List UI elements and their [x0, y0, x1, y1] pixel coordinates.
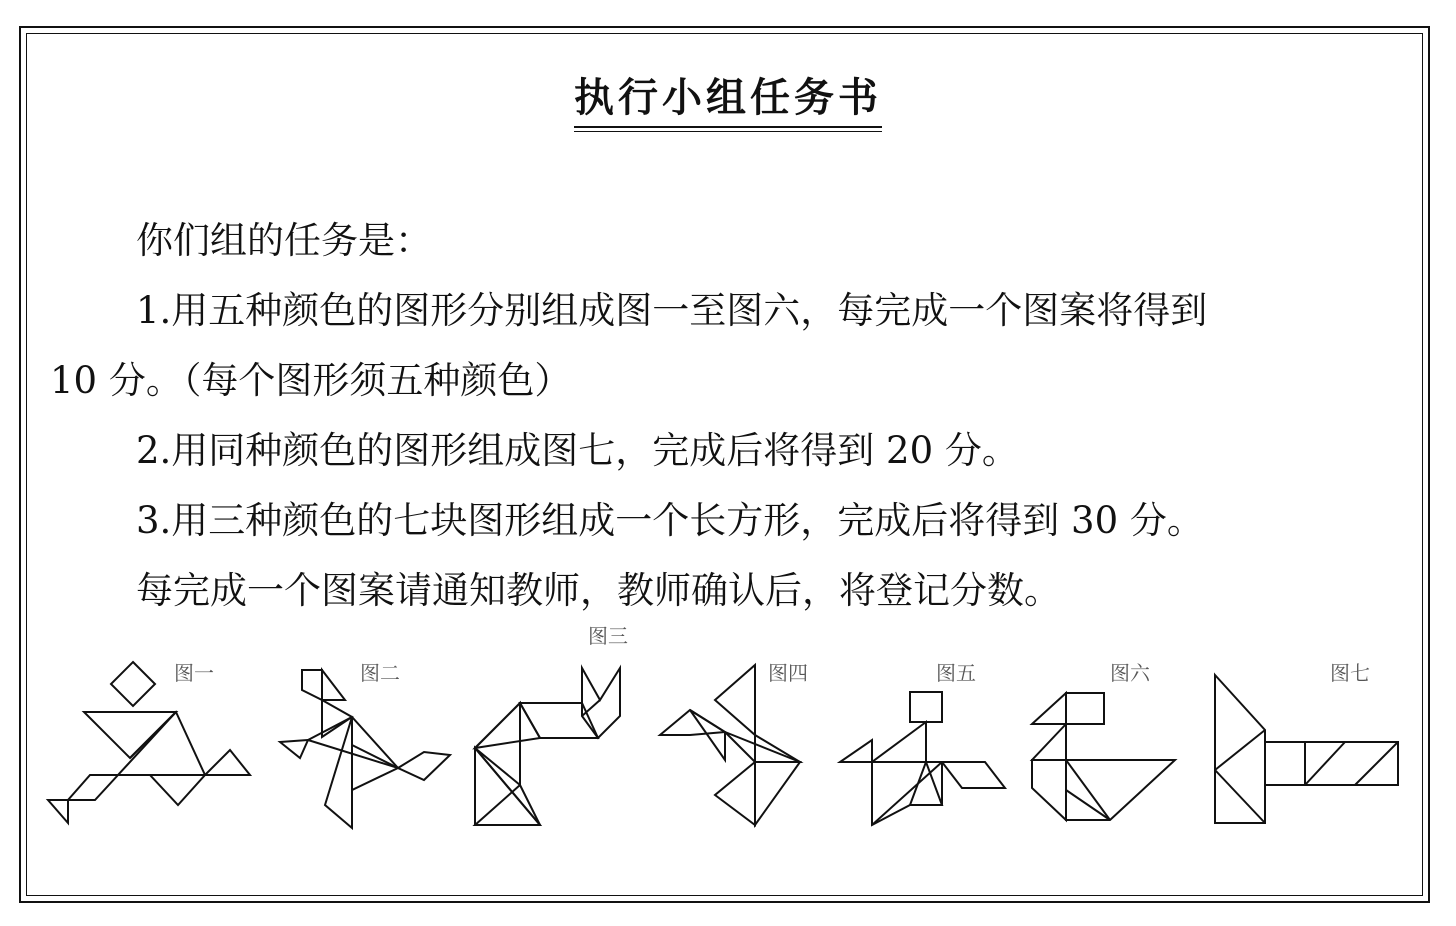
figure-2-label: 图二 [360, 661, 400, 685]
intro-text: 你们组的任务是： [136, 219, 432, 262]
tangram-figure-3 [475, 668, 620, 825]
figure-3-label: 图三 [588, 624, 628, 648]
figure-7-label: 图七 [1330, 661, 1370, 685]
tangram-figure-4 [660, 665, 800, 825]
task-1-line-1: 1.用五种颜色的图形分别组成图一至图六，每完成一个图案将得到 [136, 289, 1208, 332]
figure-4-label: 图四 [768, 661, 808, 685]
task-2-text: 2.用同种颜色的图形组成图七，完成后将得到 20 分。 [136, 429, 1019, 472]
tangram-figure-5 [840, 692, 1005, 825]
figure-1-label: 图一 [174, 661, 214, 685]
tangram-figure-1 [48, 662, 250, 823]
figure-5-label: 图五 [936, 661, 976, 685]
tangram-figure-6 [1032, 693, 1175, 820]
note-text: 每完成一个图案请通知教师，教师确认后，将登记分数。 [136, 569, 1061, 612]
tangram-figure-7 [1215, 675, 1398, 823]
page-title: 执行小组任务书 [0, 72, 1456, 128]
task-1-line-2: 10 分。（每个图形须五种颜色） [50, 359, 572, 402]
tangram-figure-2 [280, 670, 450, 828]
figure-6-label: 图六 [1110, 661, 1150, 685]
task-3-text: 3.用三种颜色的七块图形组成一个长方形，完成后将得到 30 分。 [136, 499, 1204, 542]
